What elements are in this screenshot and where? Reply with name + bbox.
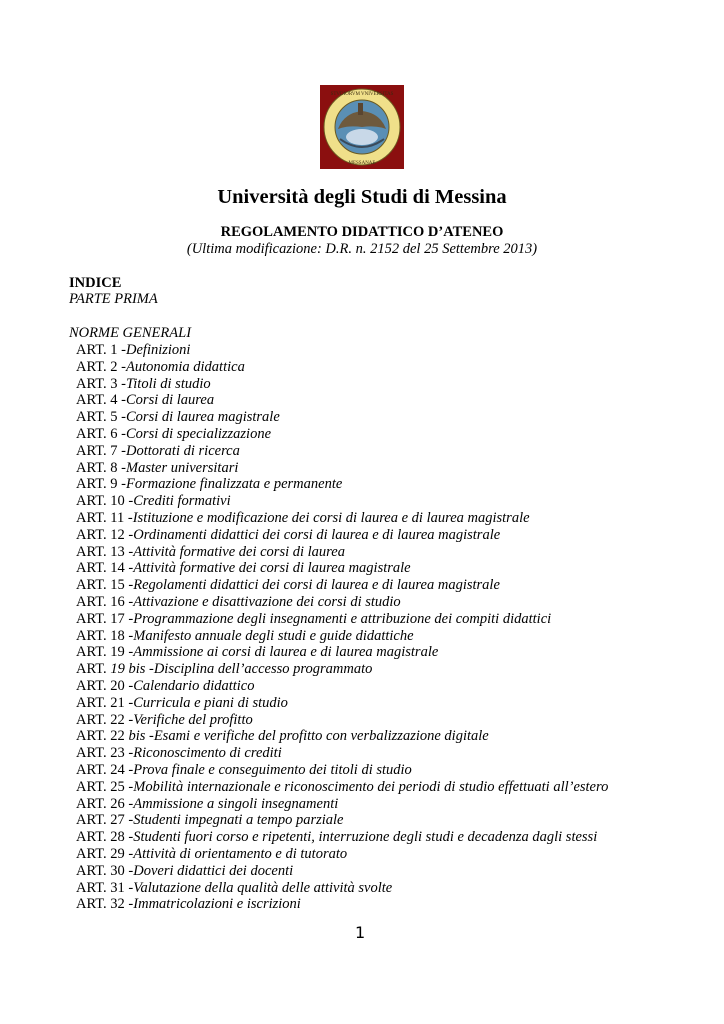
part-heading: PARTE PRIMA	[69, 291, 158, 307]
toc-entry	[76, 745, 608, 762]
toc-entry-title: Formazione finalizzata e permanente	[126, 476, 343, 493]
toc-entry-title: Istituzione e modificazione dei corsi di laurea e di laurea magistrale	[132, 509, 530, 526]
toc-entry-number: ART. 3 -	[76, 375, 127, 392]
toc-entry-title: Studenti fuori corso e ripetenti, interruzione degli studi e decadenza dagli stessi	[133, 829, 598, 846]
toc-entry-title: Ordinamenti didattici dei corsi di laurea e di laurea magistrale	[133, 526, 501, 543]
document-subtitle: REGOLAMENTO DIDATTICO D’ATENEO	[220, 224, 504, 240]
toc-entry	[76, 728, 608, 745]
toc-entry-number: ART. 18 -	[76, 627, 134, 644]
toc-entry-number: ART. 14 -	[76, 560, 134, 577]
svg-text:STVDIORVM VNIVERSITAS: STVDIORVM VNIVERSITAS	[330, 92, 394, 97]
toc-entry	[76, 611, 608, 628]
toc-entry-title: Riconoscimento di crediti	[133, 745, 282, 762]
toc-entry-title: Attività formative dei corsi di laurea magistrale	[133, 560, 411, 577]
toc-entry-number: ART. 17 -	[76, 610, 134, 627]
toc-entry-title: Verifiche del profitto	[133, 711, 253, 728]
index-heading: INDICE	[69, 275, 122, 291]
toc-entry-title: Corsi di specializzazione	[126, 425, 272, 442]
toc-entry-number: ART. 22 -	[76, 711, 134, 728]
toc-entry-number: ART. 11 -	[76, 509, 133, 526]
toc-entry	[76, 476, 608, 493]
toc-entry-title: Curricula e piani di studio	[133, 694, 288, 711]
toc-entry-number: ART. 15 -	[76, 577, 134, 594]
toc-entry-title: Attività formative dei corsi di laurea	[133, 543, 345, 560]
toc-entry-number: ART. 25 -	[76, 778, 134, 795]
toc-entry-title: Corsi di laurea magistrale	[126, 409, 280, 426]
table-of-contents	[76, 342, 608, 913]
toc-entry-number: ART. 5 -	[76, 409, 127, 426]
toc-entry-number: ART. 16 -	[76, 593, 134, 610]
toc-entry	[76, 409, 608, 426]
toc-entry-title: Regolamenti didattici dei corsi di laurea e di laurea magistrale	[133, 577, 500, 594]
toc-entry	[76, 779, 608, 796]
toc-entry-title: Attività di orientamento e di tutorato	[133, 845, 348, 862]
toc-entry	[76, 896, 608, 913]
toc-entry-title: Doveri didattici dei docenti	[133, 862, 294, 879]
toc-entry	[76, 544, 608, 561]
toc-entry-title: Attivazione e disattivazione dei corsi di studio	[133, 593, 401, 610]
toc-entry-title: Programmazione degli insegnamenti e attribuzione dei compiti didattici	[133, 610, 552, 627]
toc-entry	[76, 661, 608, 678]
toc-entry-number: ART. 8 -	[76, 459, 127, 476]
toc-entry	[76, 712, 608, 729]
toc-entry	[76, 762, 608, 779]
toc-entry-title: Autonomia didattica	[126, 358, 245, 375]
toc-entry-title: bis -Esami e verifiche del profitto con verbalizzazione digitale	[128, 728, 489, 745]
toc-entry-number: ART. 30 -	[76, 862, 134, 879]
toc-entry-number: ART. 22	[76, 728, 129, 745]
toc-entry-number: ART. 2 -	[76, 358, 127, 375]
university-seal-logo	[320, 85, 404, 169]
toc-entry	[76, 392, 608, 409]
toc-entry	[76, 426, 608, 443]
toc-entry-number: ART. 32 -	[76, 896, 134, 913]
toc-entry-number: ART. 19 -	[76, 644, 134, 661]
toc-entry-number: ART. 21 -	[76, 694, 134, 711]
toc-entry-number: ART. 27 -	[76, 812, 134, 829]
toc-entry	[76, 510, 608, 527]
toc-entry	[76, 359, 608, 376]
toc-entry-title: Prova finale e conseguimento dei titoli di studio	[133, 761, 412, 778]
toc-entry-title: Mobilità internazionale e riconoscimento dei periodi di studio effettuati all’estero	[133, 778, 609, 795]
toc-entry-title: Definizioni	[126, 342, 191, 358]
toc-entry-number: ART. 26 -	[76, 795, 134, 812]
toc-entry-title: Titoli di studio	[126, 375, 211, 392]
toc-entry-number: ART. 28 -	[76, 829, 134, 846]
toc-entry-number: ART. 13 -	[76, 543, 134, 560]
toc-entry	[76, 577, 608, 594]
toc-entry-title: Corsi di laurea	[126, 392, 215, 409]
toc-entry	[76, 644, 608, 661]
toc-entry	[76, 796, 608, 813]
toc-entry-number: ART. 24 -	[76, 761, 134, 778]
svg-text:MESSANAE: MESSANAE	[348, 161, 376, 166]
toc-entry-number: ART. 31 -	[76, 879, 134, 896]
toc-entry	[76, 527, 608, 544]
toc-entry	[76, 342, 608, 359]
toc-entry	[76, 376, 608, 393]
toc-entry	[76, 560, 608, 577]
toc-entry-number: ART. 10 -	[76, 493, 134, 510]
toc-entry	[76, 678, 608, 695]
toc-entry-number: ART. 23 -	[76, 745, 134, 762]
toc-entry	[76, 443, 608, 460]
toc-entry-title: Valutazione della qualità delle attività svolte	[133, 879, 393, 896]
toc-entry-number: ART. 7 -	[76, 442, 127, 459]
toc-entry-title: Crediti formativi	[133, 493, 231, 510]
toc-entry-number: ART. 12 -	[76, 526, 134, 543]
toc-entry	[76, 628, 608, 645]
toc-entry-title: 19 bis -Disciplina dell’accesso programmato	[110, 661, 373, 678]
toc-entry-title: Studenti impegnati a tempo parziale	[133, 812, 344, 829]
toc-entry-title: Dottorati di ricerca	[126, 442, 240, 459]
page-number: 1	[355, 923, 366, 942]
toc-entry	[76, 863, 608, 880]
toc-entry-title: Master universitari	[126, 459, 239, 476]
toc-entry-title: Ammissione ai corsi di laurea e di laurea magistrale	[133, 644, 439, 661]
toc-entry-number: ART.	[76, 661, 111, 678]
toc-entry	[76, 460, 608, 477]
toc-entry-number: ART. 6 -	[76, 425, 127, 442]
toc-entry	[76, 493, 608, 510]
document-title: Università degli Studi di Messina	[217, 186, 507, 208]
toc-entry	[76, 880, 608, 897]
toc-entry	[76, 812, 608, 829]
section-heading: NORME GENERALI	[69, 325, 192, 341]
toc-entry-title: Immatricolazioni e iscrizioni	[133, 896, 301, 913]
toc-entry-title: Calendario didattico	[133, 677, 255, 694]
toc-entry-number: ART. 1 -	[76, 342, 127, 358]
toc-entry	[76, 846, 608, 863]
toc-entry	[76, 695, 608, 712]
toc-entry-number: ART. 4 -	[76, 392, 127, 409]
toc-entry-number: ART. 20 -	[76, 677, 134, 694]
toc-entry-number: ART. 29 -	[76, 845, 134, 862]
toc-entry	[76, 594, 608, 611]
toc-entry	[76, 829, 608, 846]
toc-entry-title: Manifesto annuale degli studi e guide didattiche	[133, 627, 414, 644]
toc-entry-number: ART. 9 -	[76, 476, 127, 493]
toc-entry-title: Ammissione a singoli insegnamenti	[133, 795, 339, 812]
modification-note: (Ultima modificazione: D.R. n. 2152 del 25 Settembre 2013)	[186, 241, 538, 257]
